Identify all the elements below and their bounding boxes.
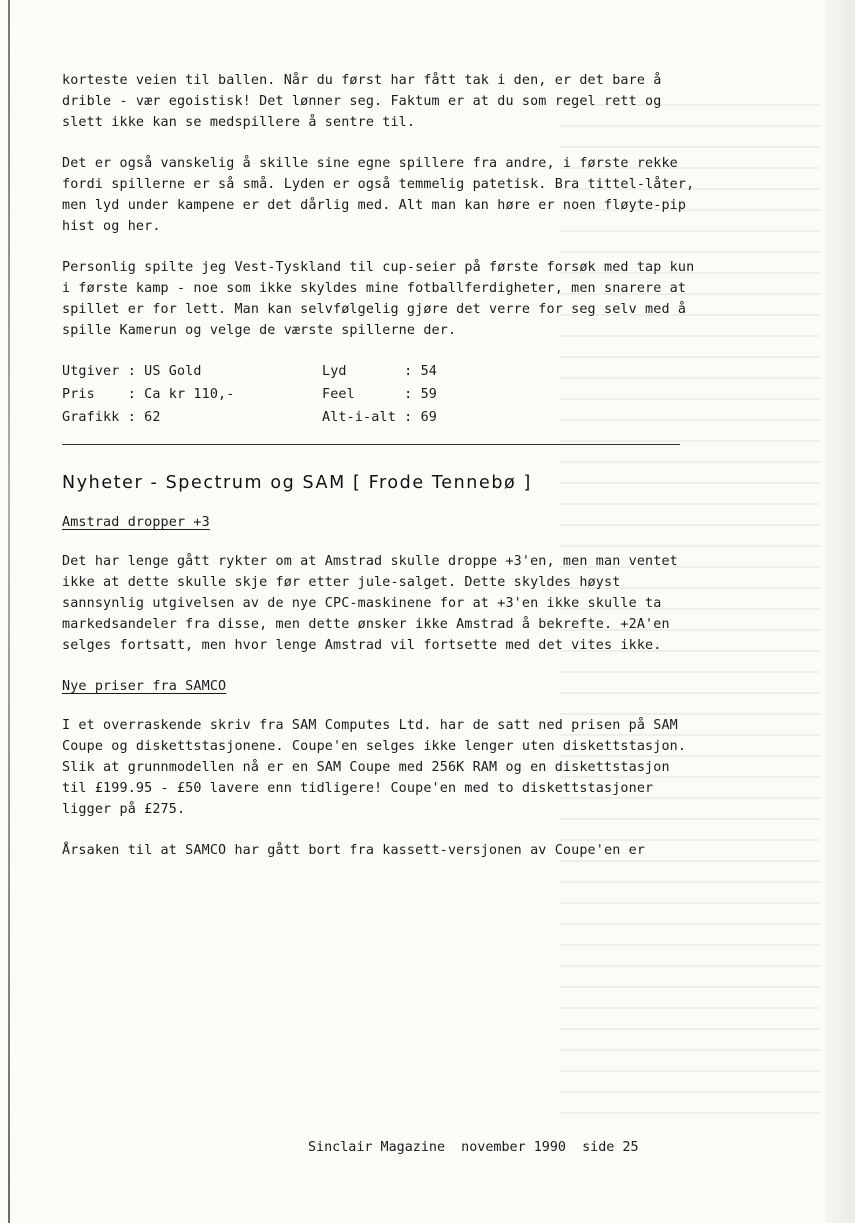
review-scores: [62, 361, 702, 428]
score-utgiver: Utgiver : US Gold: [62, 364, 202, 379]
score-label: Feel: [322, 387, 355, 402]
page-content: [62, 70, 702, 881]
score-label: Grafikk: [62, 410, 120, 425]
page-right-margin: [825, 0, 855, 1223]
score-value: US Gold: [144, 364, 202, 379]
score-label: Lyd: [322, 364, 347, 379]
score-alt-i-alt: Alt-i-alt : 69: [322, 410, 437, 425]
page-binding-edge: [8, 0, 10, 1223]
review-continuation: [62, 70, 702, 341]
news-paragraph: Det har lenge gått rykter om at Amstrad skulle droppe +3'en, men man ventet ikke at dette skulle skje før etter jule-salget. Dette skyldes høyst sannsynlig utgivelsen av de nye CPC-maskinene for at +3'en ikke skulle ta markedsandeler fra disse, men dette ønsker ikke Amstrad å bekrefte. +2A'en selges fortsatt, men hvor lenge Amstrad vil fortsette med det vites ikke.: [62, 554, 687, 653]
news-heading: Amstrad dropper +3: [62, 515, 210, 530]
score-pris: Pris : Ca kr 110,-: [62, 387, 235, 402]
review-paragraph-2: Det er også vanskelig å skille sine egne spillere fra andre, i første rekke fordi spillerne er så små. Lyden er også temmelig patetisk. Bra tittel-låter, men lyd under kampene er det dårlig med. Alt man kan høre er noen fløyte-pip hist og her.: [62, 156, 703, 234]
score-value: 69: [420, 410, 437, 425]
news-paragraph: I et overraskende skriv fra SAM Computes Ltd. har de satt ned prisen på SAM Coupe og diskettstasjonene. Coupe'en selges ikke lenger uten diskettstasjon. Slik at grunnmodellen nå er en SAM Coupe med 256K RAM og en diskettstasjon til £199.95 - £50 lavere enn tidligere! Coupe'en med to diskettstasjoner ligger på £275.: [62, 718, 695, 817]
review-paragraph-3: Personlig spilte jeg Vest-Tyskland til cup-seier på første forsøk med tap kun i første kamp - noe som ikke skyldes mine fotballferdigheter, men snarere at spillet er for lett. Man kan selvfølgelig gjøre det verre for seg selv med å spille Kamerun og velge de værste spillerne der.: [62, 260, 703, 338]
news-item-samco: [62, 676, 702, 861]
section-divider: [62, 444, 680, 445]
score-label: Utgiver: [62, 364, 120, 379]
score-value: 59: [420, 387, 437, 402]
page-footer: Sinclair Magazine november 1990 side 25: [308, 1140, 639, 1155]
news-section-title: Nyheter - Spectrum og SAM [ Frode Tennebø ]: [62, 473, 532, 493]
score-value: 62: [144, 410, 161, 425]
score-value: 54: [420, 364, 437, 379]
news-heading: Nye priser fra SAMCO: [62, 679, 227, 694]
news-item-amstrad: [62, 512, 702, 656]
score-label: Alt-i-alt: [322, 410, 396, 425]
score-feel: Feel : 59: [322, 387, 437, 402]
score-grafikk: Grafikk : 62: [62, 410, 161, 425]
score-label: Pris: [62, 387, 95, 402]
review-paragraph-1: korteste veien til ballen. Når du først har fått tak i den, er det bare å drible - vær egoistisk! Det lønner seg. Faktum er at du som regel rett og slett ikke kan se medspillere å sentre til.: [62, 73, 670, 130]
news-paragraph: Årsaken til at SAMCO har gått bort fra kassett-versjonen av Coupe'en er: [62, 843, 646, 858]
score-value: Ca kr 110,-: [144, 387, 235, 402]
score-lyd: Lyd : 54: [322, 364, 437, 379]
